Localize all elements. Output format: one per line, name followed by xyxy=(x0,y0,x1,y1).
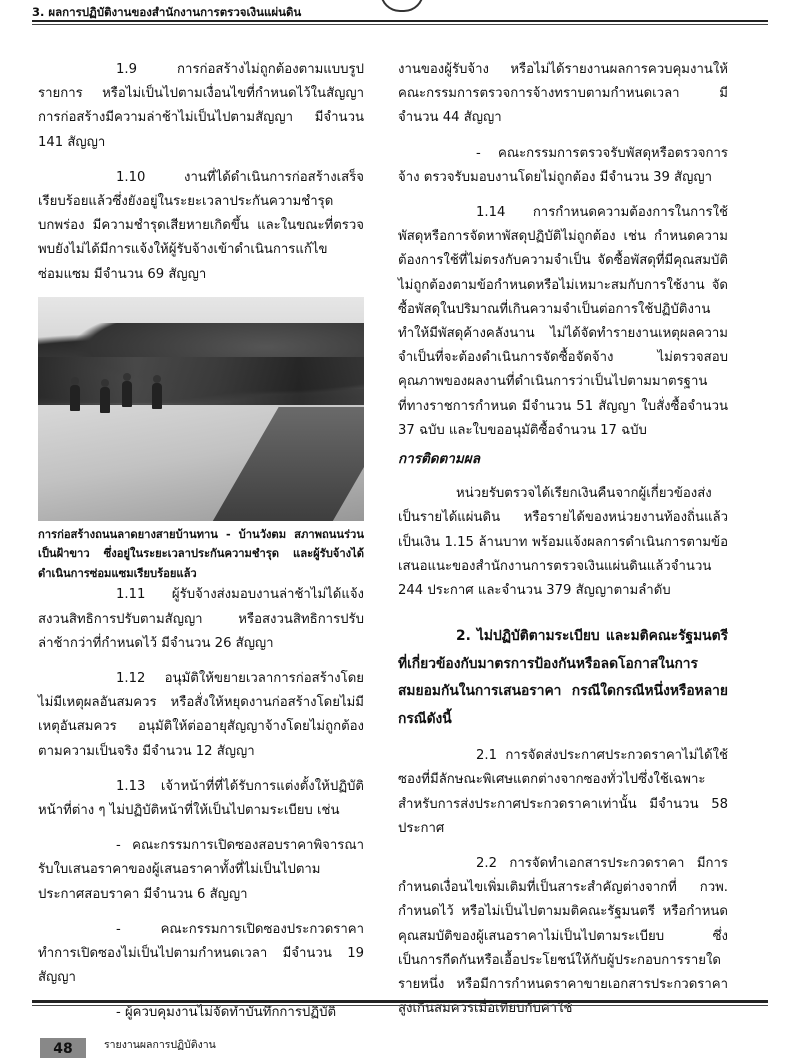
follow-up-text: หน่วยรับตรวจได้เรียกเงินคืนจากผู้เกี่ยวข้องส่งเป็นรายได้แผ่นดิน หรือรายได้ของหน่วยงานท้องถิ่นแล้ว เป็นเงิน 1.15 ล้านบาท พร้อมแจ้งผลการดำเนินการตามข้อเสนอแนะของสำนักงานการตรวจเงินแผ่นดินแล้วจำนวน 244 ประกาศ และจำนวน 379 สัญญาตามลำดับ xyxy=(398,486,728,599)
section-2-heading: 2. ไม่ปฏิบัติตามระเบียบ และมติคณะรัฐมนตรีที่เกี่ยวข้องกับมาตรการป้องกันหรือลดโอกาสในการสมยอมกันในการเสนอราคา กรณีใดกรณีหนึ่งหรือหลายกรณีดังนี้ xyxy=(398,628,728,727)
follow-up-title: การติดตามผล xyxy=(398,451,480,468)
item-1-12: 1.12 อนุมัติให้ขยายเวลาการก่อสร้างโดยไม่มีเหตุผลอันสมควร หรือสั่งให้หยุดงานก่อสร้างโดยไม่มีเหตุอันสมควร อนุมัติให้ต่ออายุสัญญาจ้างโดยไม่ถูกต้องตามความเป็นจริง มีจำนวน 12 สัญญา xyxy=(38,670,364,759)
page-header xyxy=(32,0,768,22)
footer-rule xyxy=(32,1000,768,1003)
item-1-9: 1.9 การก่อสร้างไม่ถูกต้องตามแบบรูปรายการ หรือไม่เป็นไปตามเงื่อนไขที่กำหนดไว้ในสัญญา การก่อสร้างมีความล่าช้าไม่เป็นไปตามสัญญา มีจำนวน 141 สัญญา xyxy=(38,62,364,150)
person-icon xyxy=(101,379,109,387)
section-header-title: 3. ผลการปฏิบัติงานของสำนักงานการตรวจเงินแผ่นดิน xyxy=(32,5,302,19)
person-icon xyxy=(152,383,162,409)
person-icon xyxy=(122,381,132,407)
page-number: 48 xyxy=(40,1038,86,1058)
item-1-13-c: - ผู้ควบคุมงานไม่จัดทำบันทึกการปฏิบัติ xyxy=(116,1005,337,1021)
person-icon xyxy=(153,375,161,383)
item-1-13: 1.13 เจ้าหน้าที่ที่ได้รับการแต่งตั้งให้ปฏิบัติหน้าที่ต่าง ๆ ไม่ปฏิบัติหน้าที่ให้เป็นไปตามระเบียบ เช่น xyxy=(38,778,364,818)
header-rule-thin xyxy=(32,24,768,25)
person-icon xyxy=(71,377,79,385)
item-1-10: 1.10 งานที่ได้ดำเนินการก่อสร้างเสร็จเรียบร้อยแล้วซึ่งยังอยู่ในระยะเวลาประกันความชำรุดบกพร่อง มีความชำรุดเสียหายเกิดขึ้น และในขณะที่ตรวจพบยังไม่ได้มีการแจ้งให้ผู้รับจ้างเข้าดำเนินการแก้ไข ซ่อมแซม มีจำนวน 69 สัญญา xyxy=(38,169,364,282)
left-column xyxy=(38,58,364,1026)
footer-label: รายงานผลการปฏิบัติงาน xyxy=(104,1039,216,1051)
item-2-1: 2.1 การจัดส่งประกาศประกวดราคาไม่ได้ใช้ซองที่มีลักษณะพิเศษแตกต่างจากซองทั่วไปซึ่งใช้เฉพาะสำหรับการส่งประกาศประกวดราคาเท่านั้น มีจำนวน 58 ประกาศ xyxy=(398,748,728,836)
item-1-13-c-cont: งานของผู้รับจ้าง หรือไม่ได้รายงานผลการควบคุมงานให้คณะกรรมการตรวจการจ้างทราบตามกำหนดเวลา มีจำนวน 44 สัญญา xyxy=(398,62,728,126)
item-1-13-d: - คณะกรรมการตรวจรับพัสดุหรือตรวจการจ้าง ตรวจรับมอบงานโดยไม่ถูกต้อง มีจำนวน 39 สัญญา xyxy=(398,145,728,185)
right-column xyxy=(398,58,728,1022)
person-icon xyxy=(100,387,110,413)
item-1-13-a: - คณะกรรมการเปิดซองสอบราคาพิจารณารับใบเสนอราคาของผู้เสนอราคาทั้งที่ไม่เป็นไปตามประกาศสอบราคา มีจำนวน 6 สัญญา xyxy=(38,838,364,902)
person-icon xyxy=(123,373,131,381)
header-rule xyxy=(32,20,768,22)
road-photo xyxy=(38,297,364,521)
item-1-13-b: - คณะกรรมการเปิดซองประกวดราคาทำการเปิดซองไม่เป็นไปตามกำหนดเวลา มีจำนวน 19 สัญญา xyxy=(38,921,364,986)
person-icon xyxy=(70,385,80,411)
item-1-14: 1.14 การกำหนดความต้องการในการใช้พัสดุหรือการจัดหาพัสดุปฏิบัติไม่ถูกต้อง เช่น กำหนดความต้องการใช้ที่ไม่ตรงกับความจำเป็น จัดซื้อพัสดุที่มีคุณสมบัติไม่ถูกต้องตามข้อกำหนดหรือไม่เหมาะสมกับการใช้งาน จัดซื้อพัสดุในปริมาณที่เกินความจำเป็นต่อการใช้ปฏิบัติงาน ทำให้มีพัสดุค้างคลังนาน ไม่ได้จัดทำรายงานเหตุผลความจำเป็นที่จะต้องดำเนินการจัดซื้อจัดจ้าง ไม่ตรวจสอบคุณภาพของผลงานที่ดำเนินการว่าเป็นไปตามมาตรฐานที่ทางราชการกำหนด มีจำนวน 51 สัญญา ใบสั่งซื้อจำนวน 37 ฉบับ และใบขออนุมัติซื้อจำนวน 17 ฉบับ xyxy=(398,205,728,438)
item-1-11: 1.11 ผู้รับจ้างส่งมอบงานล่าช้าไม่ได้แจ้งสงวนสิทธิการปรับตามสัญญา หรือสงวนสิทธิการปรับล่าช้ากว่าที่กำหนดไว้ มีจำนวน 26 สัญญา xyxy=(38,587,364,651)
item-2-2: 2.2 การจัดทำเอกสารประกวดราคา มีการกำหนดเงื่อนไขเพิ่มเติมที่เป็นสาระสำคัญต่างจากที่ กวพ. กำหนดไว้ หรือไม่เป็นไปตามมติคณะรัฐมนตรี หรือกำหนดคุณสมบัติของผู้เสนอราคาไม่เป็นไปตามระเบียบ ซึ่งเป็นการกีดกันหรือเอื้อประโยชน์ให้กับผู้ประกอบการรายใดรายหนึ่ง หรือมีการกำหนดราคาขายเอกสารประกวดราคาสูงเกินสมควรเมื่อเทียบกับค่าใช้ xyxy=(398,856,728,1017)
footer-rule-thin xyxy=(32,1005,768,1006)
emblem-icon xyxy=(380,0,424,12)
photo-caption: การก่อสร้างถนนลาดยางสายบ้านทาน - บ้านวังตม สภาพถนนร่วนเป็นฝ้าขาว ซึ่งอยู่ในระยะเวลาประกันความชำรุด และผู้รับจ้างได้ดำเนินการซ่อมแซมเรียบร้อยแล้ว xyxy=(38,527,364,580)
